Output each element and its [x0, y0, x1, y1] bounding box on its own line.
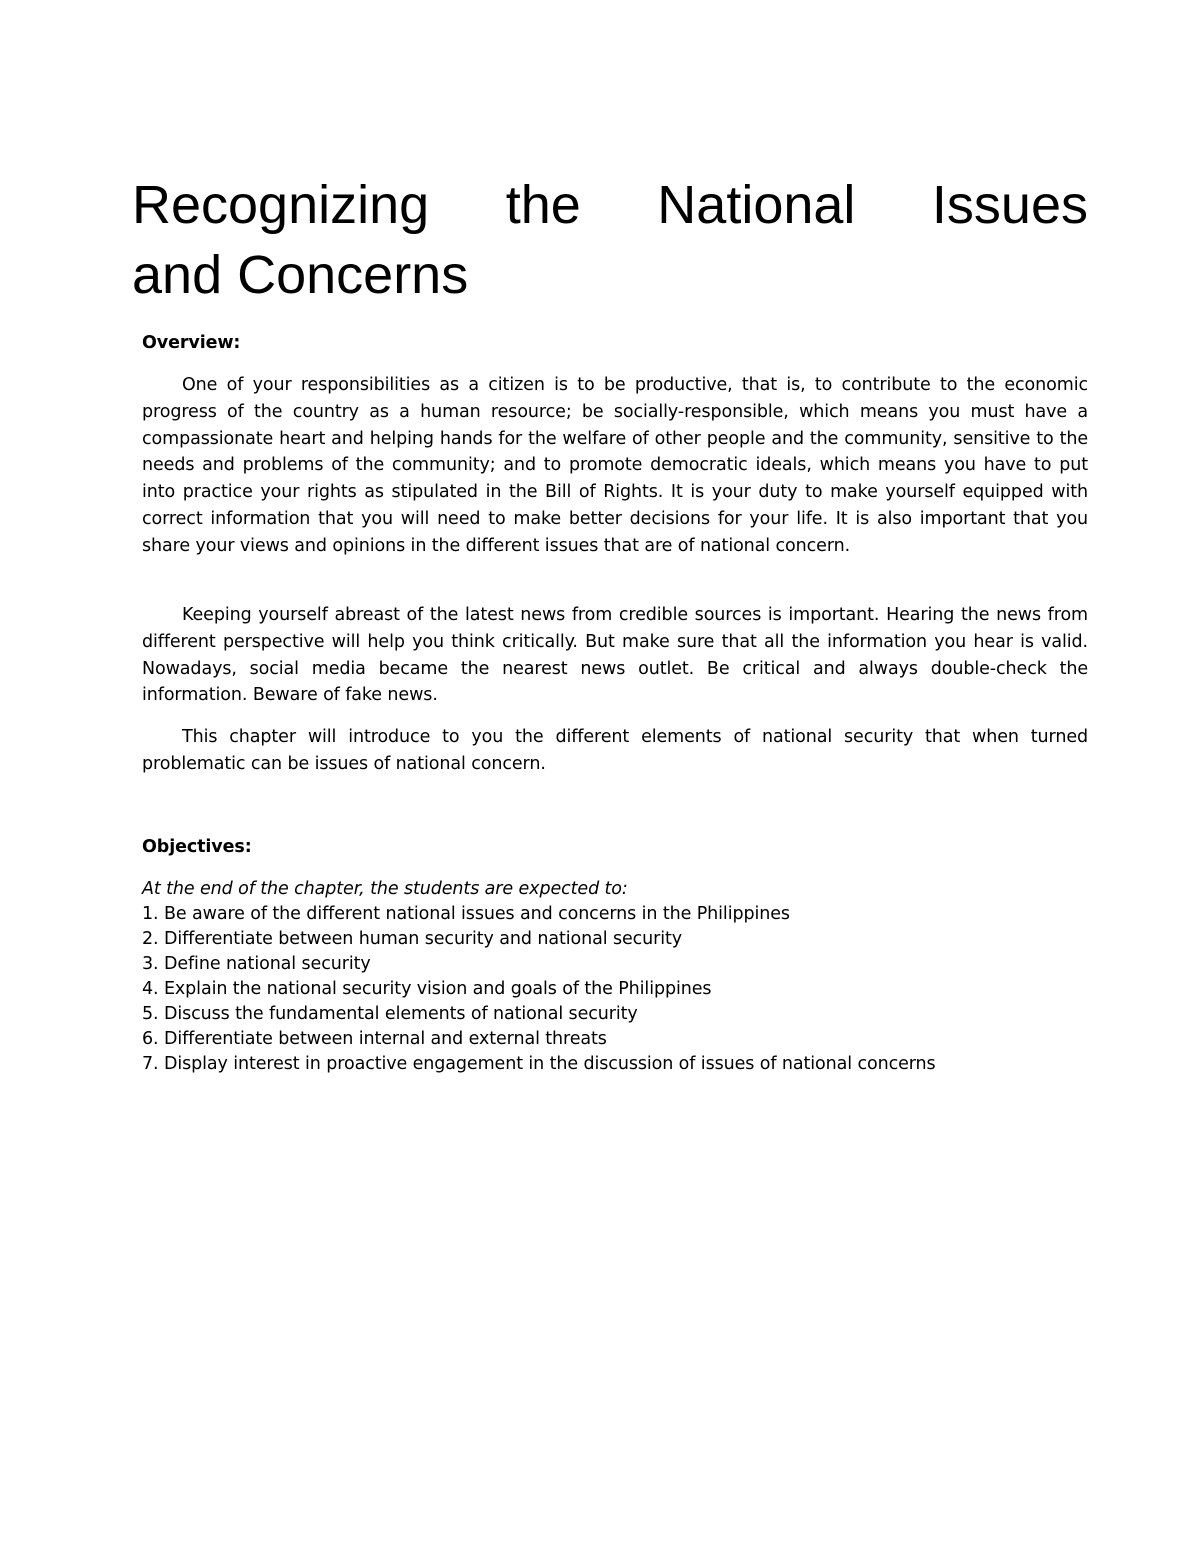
- page-title: [132, 170, 1088, 310]
- overview-heading: Overview:: [142, 333, 241, 353]
- objectives-heading: Objectives:: [142, 837, 252, 857]
- objective-item: 4. Explain the national security vision and goals of the Philippines: [142, 979, 712, 999]
- objectives-section: [142, 877, 1088, 1077]
- overview-paragraph-1: One of your responsibilities as a citizen is to be productive, that is, to contribute to the economic progress of the country as a human resource; be socially-responsible, which means you must have a compassionate heart and helping hands for the welfare of other people and the community, sensitive to the needs and problems of the community; and to promote democratic ideals, which means you have to put into practice your rights as stipulated in the Bill of Rights. It is your duty to make yourself equipped with correct information that you will need to make better decisions for your life. It is also important that you share your views and opinions in the different issues that are of national concern.: [142, 375, 1088, 556]
- objectives-list: [142, 902, 1088, 1077]
- objective-item: 1. Be aware of the different national issues and concerns in the Philippines: [142, 904, 790, 924]
- overview-paragraph-3: This chapter will introduce to you the different elements of national security that when turned problematic can be issues of national concern.: [142, 727, 1088, 774]
- page-title-line-2: and Concerns: [132, 245, 469, 305]
- overview-paragraph-2: Keeping yourself abreast of the latest news from credible sources is important. Hearing the news from different perspective will help you think critically. But make sure that all the information you hear is valid. Nowadays, social media became the nearest news outlet. Be critical and always double-check the information. Beware of fake news.: [142, 605, 1088, 706]
- objective-item: 7. Display interest in proactive engagement in the discussion of issues of national concerns: [142, 1054, 936, 1074]
- objectives-intro: At the end of the chapter, the students are expected to:: [142, 879, 628, 899]
- objective-item: 2. Differentiate between human security and national security: [142, 929, 683, 949]
- objective-item: 3. Define national security: [142, 954, 371, 974]
- objective-item: 6. Differentiate between internal and external threats: [142, 1029, 607, 1049]
- objective-item: 5. Discuss the fundamental elements of national security: [142, 1004, 638, 1024]
- page-title-line-1: Recognizing the National Issues: [132, 175, 1088, 235]
